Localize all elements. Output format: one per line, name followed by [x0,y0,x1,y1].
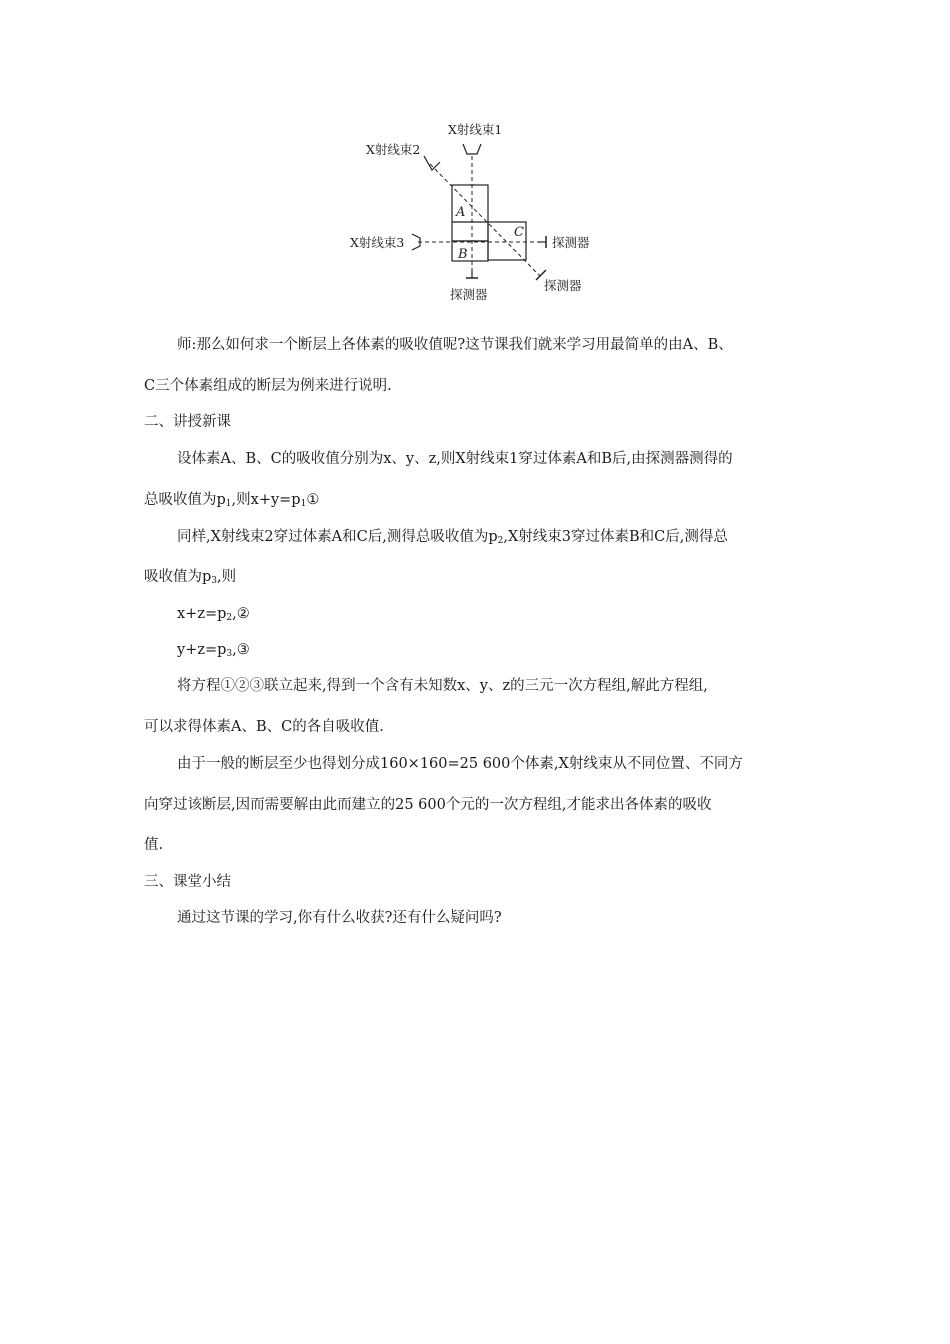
beam2-label: X射线束2 [366,142,421,157]
voxel-a-label: A [456,205,466,220]
paragraph-beams-line2: 吸收值为$p_3$,则 [144,569,237,586]
paragraph-system-line2: 可以求得体素A、B、C的各自吸收值. [144,719,384,735]
equation-3: $y+z=p_3,③$ [177,642,250,659]
beam3-label: X射线束3 [350,235,405,250]
paragraph-summary: 通过这节课的学习,你有什么收获?还有什么疑问吗? [177,910,502,926]
xray-diagram-svg [340,118,610,308]
detector1-label: 探测器 [450,287,488,302]
paragraph-beams-line1: 同样,X射线束2穿过体素A和C后,测得总吸收值为$p_2,X$射线束3穿过体素B和C后,测得总 [177,529,728,546]
paragraph-intro-line2: C三个体素组成的断层为例来进行说明. [144,378,392,394]
detector2-label: 探测器 [544,278,582,293]
beam1-label: X射线束1 [448,122,503,137]
paragraph-scale-line3: 值. [144,837,164,853]
paragraph-setup-line2: 总吸收值为$p_1$,则$x+y=p_1①$ [144,492,320,509]
voxel-c-label: C [514,225,524,240]
paragraph-setup-line1: 设体素A、B、C的吸收值分别为x、y、z,则X射线束1穿过体素A和B后,由探测器测得的 [177,451,733,467]
xray-diagram [340,118,610,308]
detector3-label: 探测器 [552,235,590,250]
beam2-path [430,164,540,276]
section-heading-summary: 三、课堂小结 [144,874,231,890]
paragraph-intro-line1: 师:那么如何求一个断层上各体素的吸收值呢?这节课我们就来学习用最简单的由A、B、 [177,337,733,353]
voxel-b-label: B [458,247,468,262]
section-heading-new-lesson: 二、讲授新课 [144,414,231,430]
beam1-source-icon [463,144,481,154]
paragraph-scale-line1: 由于一般的断层至少也得划分成160×160=25 600个体素,X射线束从不同位置、不同方 [177,756,743,772]
paragraph-scale-line2: 向穿过该断层,因而需要解由此而建立的25 600个元的一次方程组,才能求出各体素的吸收 [144,797,712,813]
beam2-source-icon [424,156,440,170]
equation-2: $x+z=p_2,②$ [177,606,250,623]
paragraph-system-line1: 将方程①②③联立起来,得到一个含有未知数x、y、z的三元一次方程组,解此方程组, [177,678,708,694]
